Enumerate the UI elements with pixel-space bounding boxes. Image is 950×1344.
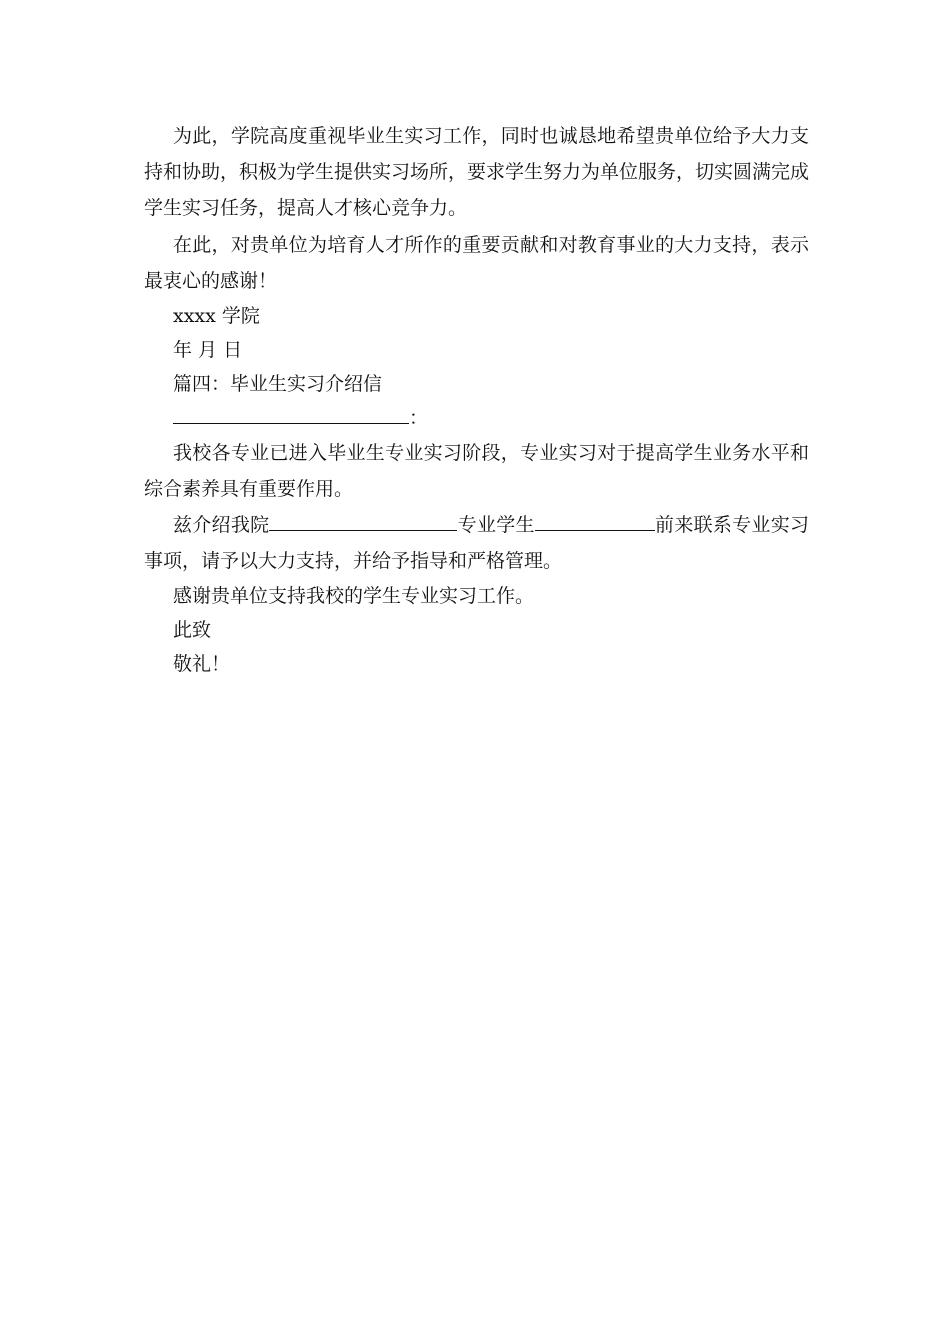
signature-college: xxxx 学院 [173, 305, 260, 327]
college-blank [269, 512, 457, 531]
introduction-text-1: 兹介绍我院 [173, 514, 270, 536]
addressee-blank [173, 405, 409, 424]
paragraph-thanks: 在此，对贵单位为培育人才所作的重要贡献和对教育事业的大力支持，表示最衷心的感谢！ [144, 234, 809, 292]
closing-salutation: 此致 [173, 619, 212, 641]
closing-regards: 敬礼！ [173, 653, 231, 675]
introduction-text-3: 前来联系专业实习事项，请予以大力支持，并给予指导和严格管理。 [144, 514, 809, 572]
addressee-colon: ： [409, 407, 429, 429]
paragraph-support-request: 为此，学院高度重视毕业生实习工作，同时也诚恳地希望贵单位给予大力支持和协助，积极为学生提供实习场所，要求学生努力为单位服务，切实圆满完成学生实习任务，提高人才核心竞争力。 [144, 125, 810, 219]
student-blank [535, 512, 655, 531]
paragraph-internship-stage: 我校各专业已进入毕业生专业实习阶段，专业实习对于提高学生业务水平和综合素养具有重要作用。 [144, 442, 809, 500]
paragraph-closing-thanks: 感谢贵单位支持我校的学生专业实习工作。 [173, 585, 535, 607]
paragraph-introduction [144, 507, 809, 579]
signature-date: 年 月 日 [173, 339, 243, 361]
section-heading: 篇四：毕业生实习介绍信 [173, 373, 383, 395]
letter-body [144, 118, 809, 681]
addressee-line [144, 401, 809, 435]
introduction-text-2: 专业学生 [457, 514, 535, 536]
